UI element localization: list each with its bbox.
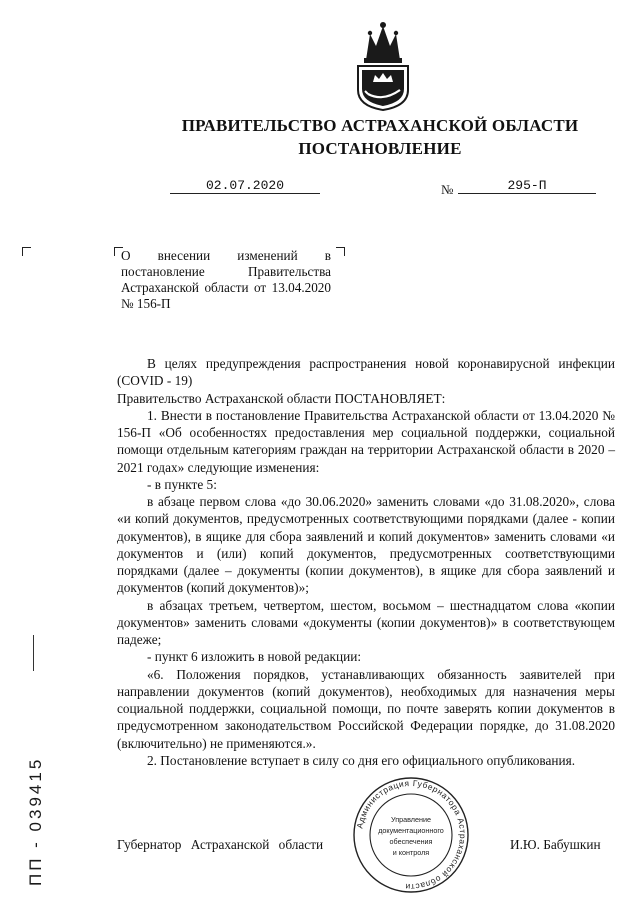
serial-number [22,700,48,890]
body-paragraph: Правительство Астраханской области ПОСТАНОВЛЯЕТ: [117,390,446,406]
government-name: ПРАВИТЕЛЬСТВО АСТРАХАНСКОЙ ОБЛАСТИ [181,116,579,135]
serial-number-text: ПП - 039415 [26,756,45,886]
document-number: 295-П [458,178,596,194]
body-paragraph: - в пункте 5: [147,476,217,492]
margin-line [33,635,34,671]
document-body [117,355,615,769]
coat-of-arms-icon [344,20,422,112]
document-type: ПОСТАНОВЛЕНИЕ [298,139,462,158]
stamp-line: документационного [378,826,444,835]
body-paragraph: - пункт 6 изложить в новой редакции: [147,649,362,665]
stamp-line: и контроля [392,848,430,857]
corner-mark-icon [336,247,345,256]
body-paragraph: 1. Внести в постановление Правительства Астраханской области от 13.04.2020 № 156-П «Об особенностях предоставления мер социальной поддержки, социальной помощи отдельным категориям граждан на территории Астраханской области в 2020 – 2021 годах» следующие изменения: [117,407,615,475]
stamp-ring-text: Администрация Губернатора Астраханской области [354,777,469,893]
document-date: 02.07.2020 [170,178,320,194]
body-paragraph: «6. Положения порядков, устанавливающих обязанность заявителей при направлении документов (копий документов), необходимых для назначения меры социальной поддержки, социальной помощи, по почте заверять копии документов в предусмотренном законодательством Российской Федерации порядке, до 31.08.2020 (включительно) не применяются.». [117,666,615,751]
body-paragraph: в абзаце первом слова «до 30.06.2020» заменить словами «до 31.08.2020», слова «и копий документов, предусмотренных соответствующими порядками (далее - копии документов), в ящике для сбора заявлений и копий документов» заменить словами «и документов и (или) копий документов, предусмотренных соответствующими порядками (далее – документы (копии документов), в ящике для сбора заявлений и документов (копий документов)»; [117,494,615,596]
number-label: № [441,182,454,197]
stamp-line: Управление [391,815,431,824]
stamp-line: обеспечения [389,837,433,846]
official-stamp [352,776,470,894]
body-paragraph: В целях предупреждения распространения новой коронавирусной инфекции (COVID - 19) [117,356,615,389]
signer-title: Губернатор Астраханской области [117,837,324,852]
body-paragraph: 2. Постановление вступает в силу со дня его официального опубликования. [147,752,576,768]
corner-mark-icon [22,247,31,256]
signer-name: И.Ю. Бабушкин [510,837,601,852]
body-paragraph: в абзацах третьем, четвертом, шестом, восьмом – шестнадцатом слова «копии документов» заменить словами «документы (копии документов)» в соответствующем падеже; [117,597,615,647]
document-subject: О внесении изменений в постановление Правительства Астраханской области от 13.04.2020 № 156-П [121,248,331,311]
